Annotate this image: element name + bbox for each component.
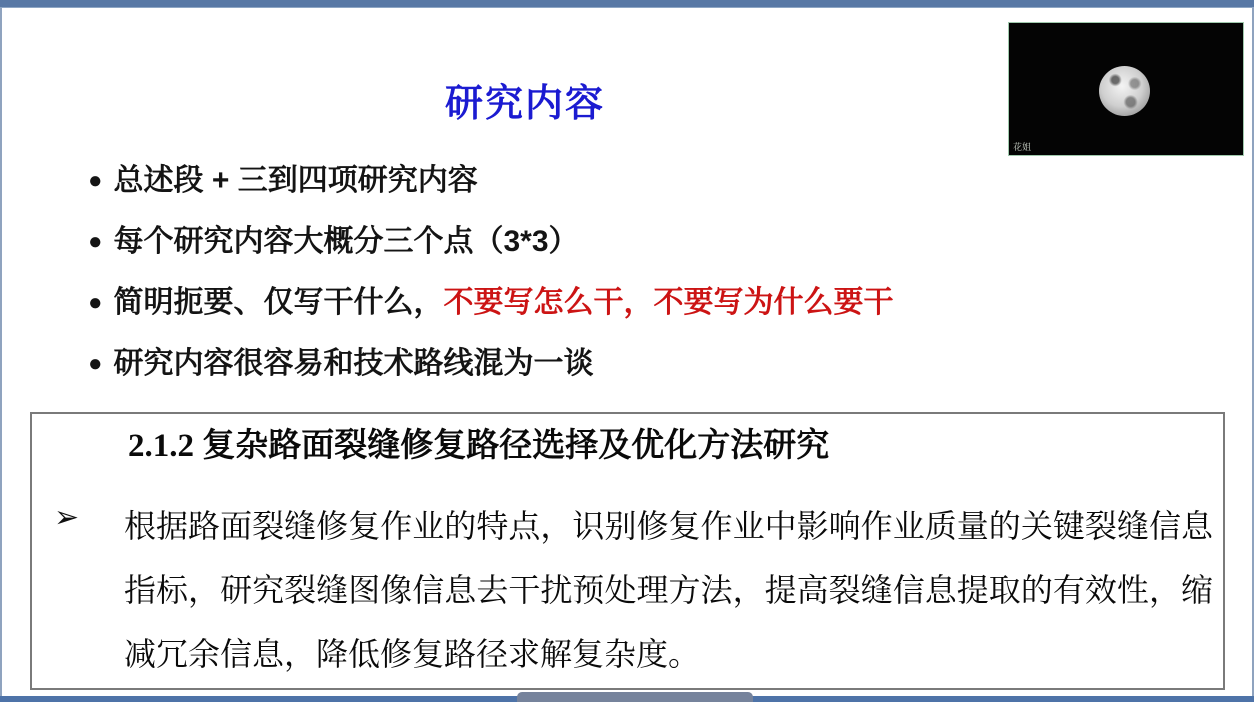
bullet-text-highlight: 不要写怎么干，不要写为什么要干	[443, 286, 894, 319]
section-body-text: 根据路面裂缝修复作业的特点，识别修复作业中影响作业质量的关键裂缝信息指标，研究裂缝图像信息去干扰预处理方法，提高裂缝信息提取的有效性，缩减冗余信息，降低修复路径求解复杂度。	[124, 508, 1213, 672]
arrow-bullet-icon: ➢	[54, 500, 80, 535]
bullet-list	[88, 162, 1188, 406]
bullet-dot-icon: ●	[88, 228, 103, 255]
bullet-item-2	[88, 223, 1188, 260]
window-top-border	[0, 0, 1254, 8]
bullet-text: 研究内容很容易和技术路线混为一谈	[113, 347, 594, 380]
horizontal-scrollbar-thumb[interactable]	[517, 692, 753, 702]
participant-name-label: 花姐	[1013, 142, 1032, 152]
bullet-dot-icon: ●	[88, 289, 103, 316]
participant-video[interactable]	[1008, 22, 1244, 156]
participant-face	[1099, 66, 1150, 116]
bullet-text: 简明扼要、仅写干什么，	[113, 286, 444, 319]
bullet-dot-icon: ●	[88, 167, 103, 194]
bullet-text: 总述段 + 三到四项研究内容	[113, 164, 478, 197]
section-heading: 2.1.2 复杂路面裂缝修复路径选择及优化方法研究	[128, 428, 830, 464]
bullet-text: 每个研究内容大概分三个点（3*3）	[113, 225, 579, 258]
bullet-item-4	[88, 345, 1188, 382]
research-content-box	[30, 412, 1225, 690]
bullet-item-3	[88, 284, 1188, 321]
bullet-item-1	[88, 162, 1188, 199]
bullet-dot-icon: ●	[88, 350, 103, 377]
page-title: 研究内容	[444, 83, 605, 125]
